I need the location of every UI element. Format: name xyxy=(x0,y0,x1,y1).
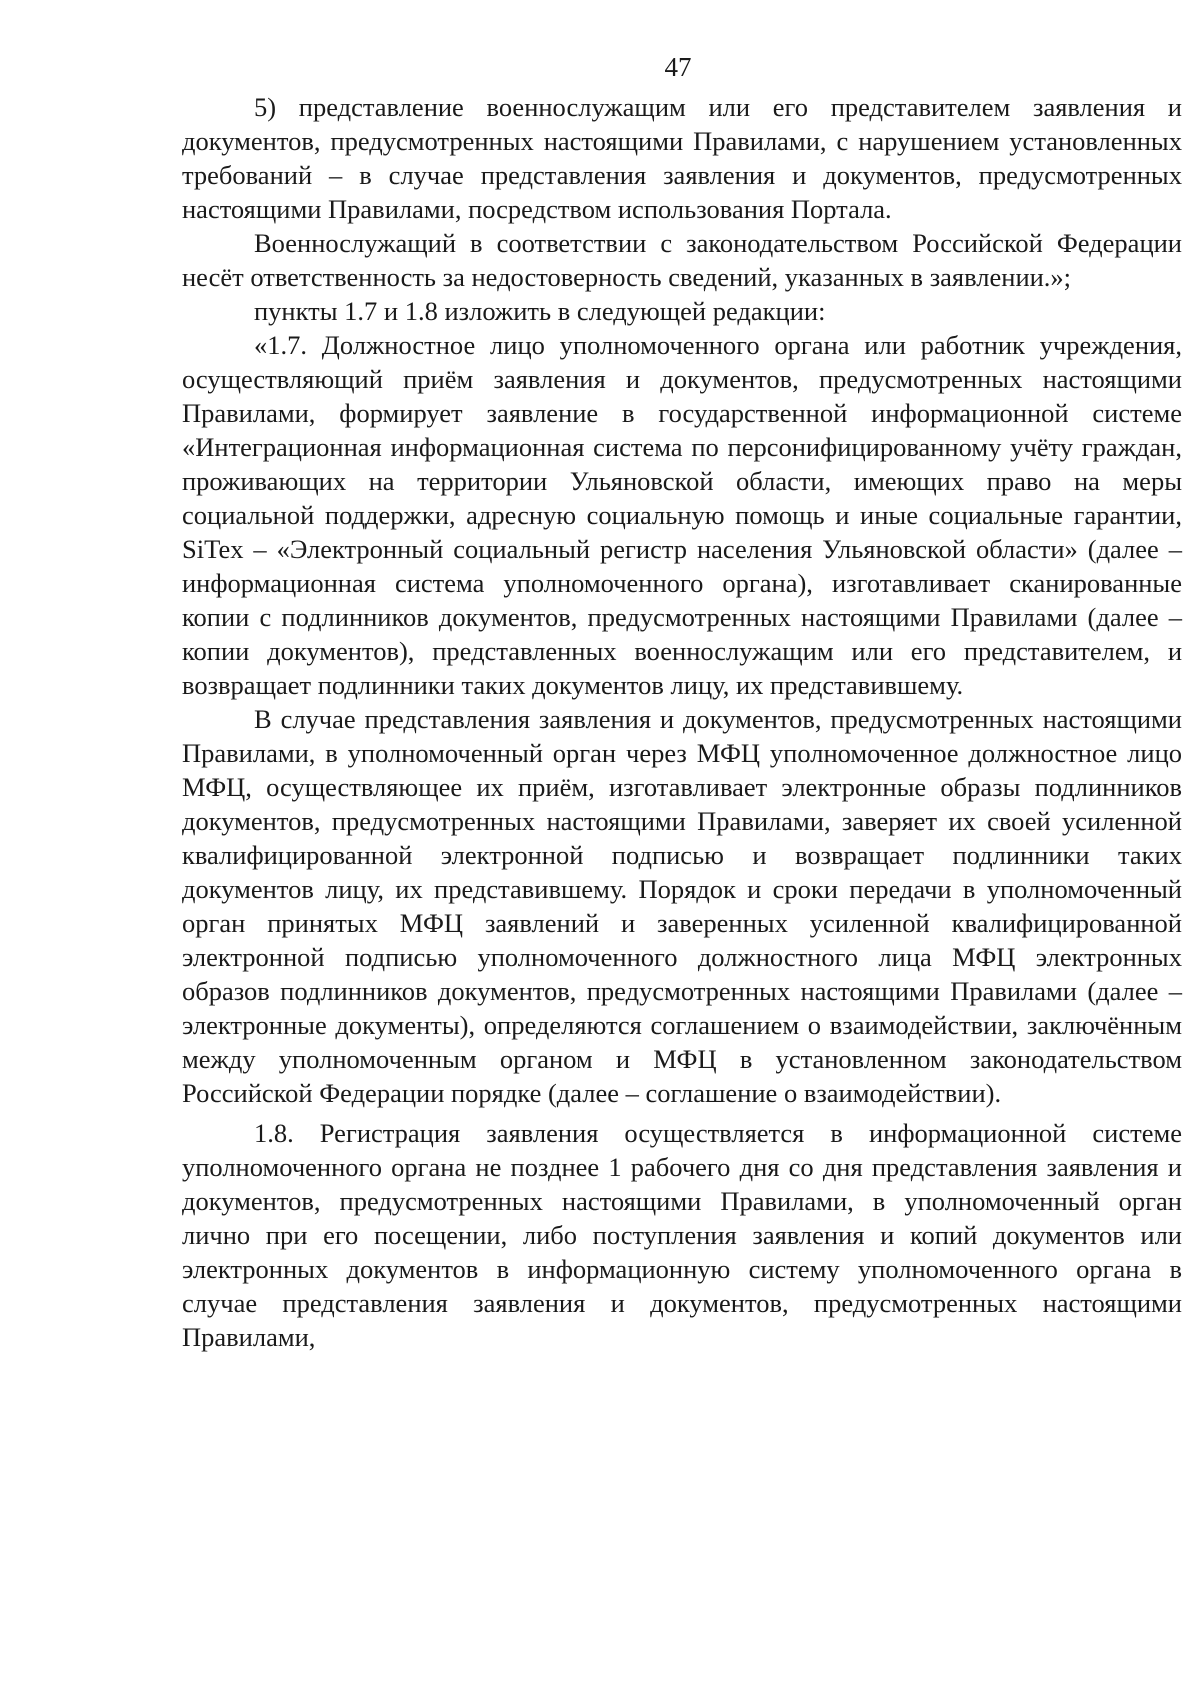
paragraph-mfc-procedure: В случае представления заявления и документов, предусмотренных настоящими Правилами, в уполномоченный орган через МФЦ уполномоченное должностное лицо МФЦ, осуществляющее их приём, изготавливает электронные образы подлинников документов, предусмотренных настоящими Правилами, заверяет их своей усиленной квалифицированной электронной подписью и возвращает подлинники таких документов лицу, их представившему. Порядок и сроки передачи в уполномоченный орган принятых МФЦ заявлений и заверенных усиленной квалифицированной электронной подписью уполномоченного должностного лица МФЦ электронных образов подлинников документов, предусмотренных настоящими Правилами (далее – электронные документы), определяются соглашением о взаимодействии, заключённым между уполномоченным органом и МФЦ в установленном законодательством Российской Федерации порядке (далее – соглашение о взаимодействии). xyxy=(182,704,1182,1108)
paragraph-clause-1-8: 1.8. Регистрация заявления осуществляется в информационной системе уполномоченного органа не позднее 1 рабочего дня со дня представления заявления и документов, предусмотренных настоящими Правилами, в уполномоченный орган лично при его посещении, либо поступления заявления и копий документов или электронных документов в информационную систему уполномоченного органа в случае представления заявления и документов, предусмотренных настоящими Правилами, xyxy=(182,1118,1182,1352)
paragraph-amendment-intro: пункты 1.7 и 1.8 изложить в следующей редакции: xyxy=(254,296,826,326)
paragraph-clause-1-7: «1.7. Должностное лицо уполномоченного органа или работник учреждения, осуществляющий приём заявления и документов, предусмотренных настоящими Правилами, формирует заявление в государственной информационной системе «Интеграционная информационная система по персонифицированному учёту граждан, проживающих на территории Ульяновской области, имеющих право на меры социальной поддержки, адресную социальную помощь и иные социальные гарантии, SiTex – «Электронный социальный регистр населения Ульяновской области» (далее – информационная система уполномоченного органа), изготавливает сканированные копии с подлинников документов, предусмотренных настоящими Правилами (далее – копии документов), представленных военнослужащим или его представителем, и возвращает подлинники таких документов лицу, их представившему. xyxy=(182,330,1182,700)
paragraph-responsibility: Военнослужащий в соответствии с законодательством Российской Федерации несёт ответственность за недостоверность сведений, указанных в заявлении.»; xyxy=(182,228,1182,292)
page-number: 47 xyxy=(664,52,692,82)
paragraph-item-5: 5) представление военнослужащим или его представителем заявления и документов, предусмотренных настоящими Правилами, с нарушением установленных требований – в случае представления заявления и документов, предусмотренных настоящими Правилами, посредством использования Портала. xyxy=(182,92,1182,224)
document-body xyxy=(182,90,1182,1354)
